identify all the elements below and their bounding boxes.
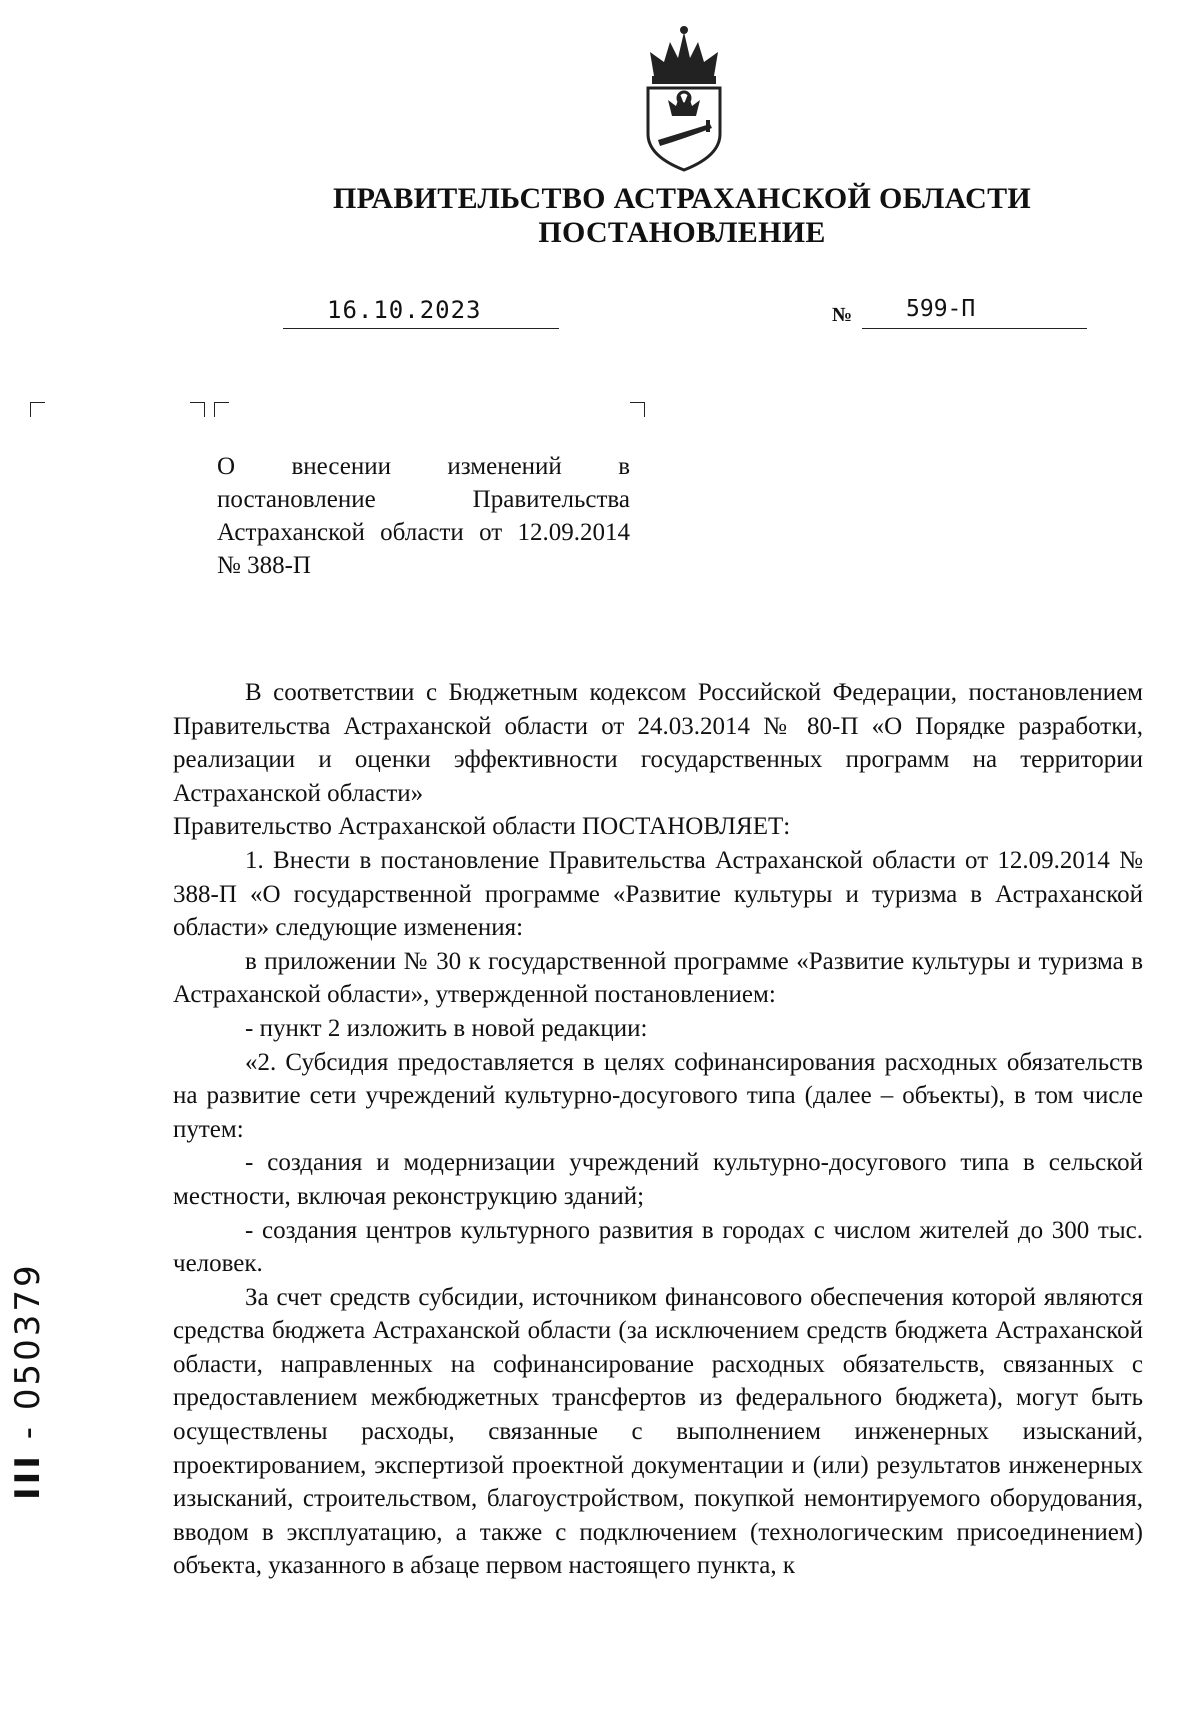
paragraph: Правительство Астраханской области ПОСТАНОВЛЯЕТ: xyxy=(173,813,791,841)
document-date: 16.10.2023 xyxy=(327,296,482,324)
subject-corner-mark xyxy=(630,402,645,417)
paragraph: За счет средств субсидии, источником финансового обеспечения которой являются средства бюджета Астраханской области (за исключением средств бюджета Астраханской области, направленных на софинансирование расходных обязательств, связанных с предоставлением межбюджетных трансфертов из федерального бюджета), могут быть осуществлены расходы, связанные с выполнением инженерных изысканий, проектированием, экспертизой проектной документации и (или) результатов инженерных изысканий, строительством, благоустройством, покупкой немонтируемого оборудования, вводом в эксплуатацию, а также с подключением (технологическим присоединением) объекта, указанного в абзаце первом настоящего пункта, к xyxy=(173,1283,1143,1580)
document-body xyxy=(173,676,1143,1583)
subject-corner-mark xyxy=(190,402,205,417)
organization-title: ПРАВИТЕЛЬСТВО АСТРАХАНСКОЙ ОБЛАСТИ xyxy=(332,182,1032,215)
subject-corner-mark xyxy=(214,402,229,417)
paragraph: «2. Субсидия предоставляется в целях софинансирования расходных обязательств на развитие сети учреждений культурно-досугового типа (далее – объекты), в том числе путем: xyxy=(173,1048,1143,1143)
paragraph: в приложении № 30 к государственной программе «Развитие культуры и туризма в Астраханской области», утвержденной постановлением: xyxy=(173,947,1143,1009)
paragraph: 1. Внести в постановление Правительства Астраханской области от 12.09.2014 № 388-П «О государственной программе «Развитие культуры и туризма в Астраханской области» следующие изменения: xyxy=(173,846,1143,942)
paragraph: В соответствии с Бюджетным кодексом Российской Федерации, постановлением Правительства Астраханской области от 24.03.2014 № 80-П «О Порядке разработки, реализации и оценки эффективности государственных программ на территории Астраханской области» xyxy=(173,679,1143,807)
coat-of-arms-emblem xyxy=(636,24,732,172)
document-number: 599-П xyxy=(906,296,976,322)
margin-corner-mark xyxy=(30,402,45,417)
paragraph: - создания центров культурного развития в городах с числом жителей до 300 тыс. человек. xyxy=(173,1216,1143,1278)
date-line xyxy=(283,298,559,329)
stamp-serial: - 050379 xyxy=(8,1262,48,1440)
document-type-title: ПОСТАНОВЛЕНИЕ xyxy=(538,216,826,249)
paragraph: - пункт 2 изложить в новой редакции: xyxy=(245,1014,648,1042)
paragraph: - создания и модернизации учреждений культурно-досугового типа в сельской местности, включая реконструкцию зданий; xyxy=(173,1149,1143,1210)
number-line xyxy=(862,298,1087,329)
serial-stamp xyxy=(8,1262,48,1500)
number-sign: № xyxy=(832,304,853,326)
stamp-series: III xyxy=(8,1453,48,1500)
document-subject: О внесении изменений в постановление Правительства Астраханской области от 12.09.2014 № 388-П xyxy=(217,453,630,579)
